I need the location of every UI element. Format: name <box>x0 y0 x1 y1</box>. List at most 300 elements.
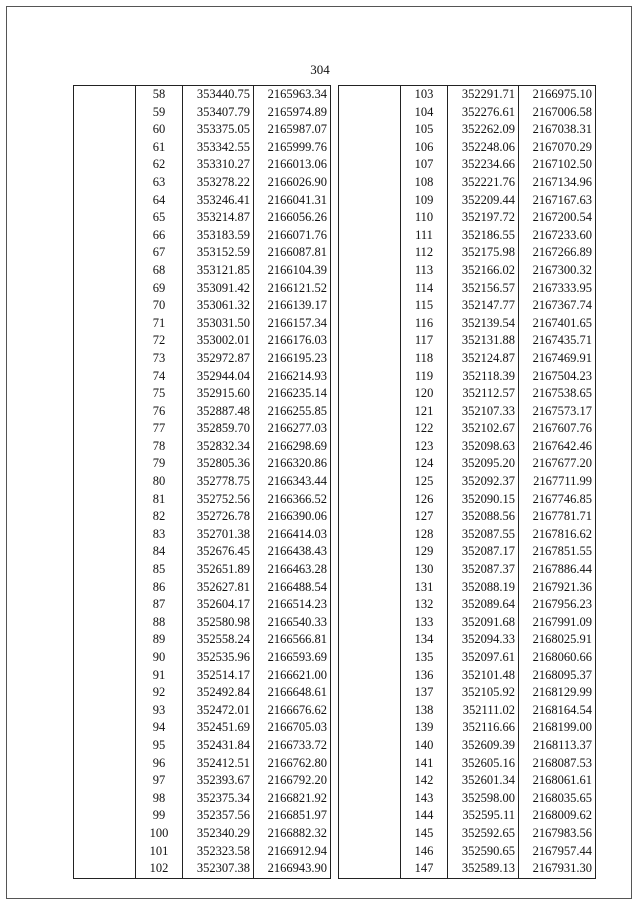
table-row <box>339 631 596 649</box>
table-row <box>74 579 331 597</box>
point-number-cell: 131 <box>401 579 448 597</box>
empty-cell <box>74 860 136 878</box>
table-row <box>74 385 331 403</box>
table-row <box>339 667 596 685</box>
y-coordinate-cell: 2168061.61 <box>519 772 596 790</box>
x-coordinate-cell: 352116.66 <box>448 719 519 737</box>
table-row <box>339 614 596 632</box>
point-number-cell: 107 <box>401 156 448 174</box>
x-coordinate-cell: 352592.65 <box>448 825 519 843</box>
y-coordinate-cell: 2166975.10 <box>519 86 596 104</box>
empty-cell <box>74 579 136 597</box>
empty-cell <box>339 262 401 280</box>
table-row <box>339 561 596 579</box>
point-number-cell: 83 <box>136 526 183 544</box>
table-row <box>74 719 331 737</box>
y-coordinate-cell: 2167469.91 <box>519 350 596 368</box>
table-row <box>74 350 331 368</box>
point-number-cell: 96 <box>136 755 183 773</box>
point-number-cell: 75 <box>136 385 183 403</box>
y-coordinate-cell: 2167200.54 <box>519 209 596 227</box>
y-coordinate-cell: 2167038.31 <box>519 121 596 139</box>
empty-cell <box>339 227 401 245</box>
point-number-cell: 128 <box>401 526 448 544</box>
table-row <box>74 192 331 210</box>
table-row <box>339 121 596 139</box>
point-number-cell: 78 <box>136 438 183 456</box>
empty-cell <box>74 649 136 667</box>
y-coordinate-cell: 2167504.23 <box>519 368 596 386</box>
x-coordinate-cell: 352107.33 <box>448 403 519 421</box>
point-number-cell: 76 <box>136 403 183 421</box>
x-coordinate-cell: 352262.09 <box>448 121 519 139</box>
x-coordinate-cell: 352859.70 <box>183 420 254 438</box>
empty-cell <box>74 156 136 174</box>
empty-cell <box>339 526 401 544</box>
table-row <box>339 807 596 825</box>
y-coordinate-cell: 2166157.34 <box>254 315 331 333</box>
y-coordinate-cell: 2166463.28 <box>254 561 331 579</box>
empty-cell <box>74 473 136 491</box>
table-row <box>339 174 596 192</box>
point-number-cell: 72 <box>136 332 183 350</box>
x-coordinate-cell: 353091.42 <box>183 280 254 298</box>
point-number-cell: 94 <box>136 719 183 737</box>
x-coordinate-cell: 352291.71 <box>448 86 519 104</box>
x-coordinate-cell: 352604.17 <box>183 596 254 614</box>
y-coordinate-cell: 2166676.62 <box>254 702 331 720</box>
empty-cell <box>339 649 401 667</box>
table-row <box>339 262 596 280</box>
table-row <box>74 843 331 861</box>
table-row <box>74 508 331 526</box>
y-coordinate-cell: 2165963.34 <box>254 86 331 104</box>
empty-cell <box>74 420 136 438</box>
y-coordinate-cell: 2166176.03 <box>254 332 331 350</box>
y-coordinate-cell: 2167931.30 <box>519 860 596 878</box>
y-coordinate-cell: 2167134.96 <box>519 174 596 192</box>
y-coordinate-cell: 2166320.86 <box>254 455 331 473</box>
empty-cell <box>339 121 401 139</box>
point-number-cell: 89 <box>136 631 183 649</box>
empty-cell <box>74 262 136 280</box>
y-coordinate-cell: 2167538.65 <box>519 385 596 403</box>
point-number-cell: 136 <box>401 667 448 685</box>
empty-cell <box>339 543 401 561</box>
point-number-cell: 81 <box>136 491 183 509</box>
empty-cell <box>74 192 136 210</box>
point-number-cell: 114 <box>401 280 448 298</box>
x-coordinate-cell: 352558.24 <box>183 631 254 649</box>
point-number-cell: 79 <box>136 455 183 473</box>
empty-cell <box>339 772 401 790</box>
x-coordinate-cell: 352431.84 <box>183 737 254 755</box>
table-row <box>74 121 331 139</box>
y-coordinate-cell: 2166087.81 <box>254 244 331 262</box>
point-number-cell: 86 <box>136 579 183 597</box>
x-coordinate-cell: 352186.55 <box>448 227 519 245</box>
empty-cell <box>339 755 401 773</box>
x-coordinate-cell: 352092.37 <box>448 473 519 491</box>
table-row <box>74 667 331 685</box>
x-coordinate-cell: 353342.55 <box>183 139 254 157</box>
table-row <box>339 684 596 702</box>
point-number-cell: 92 <box>136 684 183 702</box>
y-coordinate-cell: 2166041.31 <box>254 192 331 210</box>
y-coordinate-cell: 2166762.80 <box>254 755 331 773</box>
empty-cell <box>74 561 136 579</box>
table-row <box>74 86 331 104</box>
x-coordinate-cell: 352102.67 <box>448 420 519 438</box>
point-number-cell: 77 <box>136 420 183 438</box>
table-row <box>74 209 331 227</box>
y-coordinate-cell: 2166214.93 <box>254 368 331 386</box>
x-coordinate-cell: 352752.56 <box>183 491 254 509</box>
point-number-cell: 80 <box>136 473 183 491</box>
empty-cell <box>339 156 401 174</box>
y-coordinate-cell: 2166255.85 <box>254 403 331 421</box>
empty-cell <box>74 139 136 157</box>
empty-cell <box>74 455 136 473</box>
point-number-cell: 62 <box>136 156 183 174</box>
x-coordinate-cell: 352651.89 <box>183 561 254 579</box>
table-row <box>339 843 596 861</box>
y-coordinate-cell: 2166912.94 <box>254 843 331 861</box>
table-row <box>339 403 596 421</box>
point-number-cell: 61 <box>136 139 183 157</box>
table-row <box>339 508 596 526</box>
empty-cell <box>339 860 401 878</box>
y-coordinate-cell: 2166733.72 <box>254 737 331 755</box>
point-number-cell: 93 <box>136 702 183 720</box>
x-coordinate-cell: 352124.87 <box>448 350 519 368</box>
x-coordinate-cell: 352156.57 <box>448 280 519 298</box>
empty-cell <box>74 631 136 649</box>
point-number-cell: 118 <box>401 350 448 368</box>
empty-cell <box>74 614 136 632</box>
table-row <box>339 719 596 737</box>
table-row <box>74 772 331 790</box>
x-coordinate-cell: 352605.16 <box>448 755 519 773</box>
point-number-cell: 129 <box>401 543 448 561</box>
y-coordinate-cell: 2167333.95 <box>519 280 596 298</box>
point-number-cell: 137 <box>401 684 448 702</box>
y-coordinate-cell: 2166540.33 <box>254 614 331 632</box>
point-number-cell: 111 <box>401 227 448 245</box>
x-coordinate-cell: 352139.54 <box>448 315 519 333</box>
y-coordinate-cell: 2166438.43 <box>254 543 331 561</box>
y-coordinate-cell: 2168113.37 <box>519 737 596 755</box>
y-coordinate-cell: 2167367.74 <box>519 297 596 315</box>
y-coordinate-cell: 2166851.97 <box>254 807 331 825</box>
empty-cell <box>74 403 136 421</box>
table-row <box>74 473 331 491</box>
table-row <box>339 543 596 561</box>
x-coordinate-cell: 353375.05 <box>183 121 254 139</box>
y-coordinate-cell: 2166943.90 <box>254 860 331 878</box>
empty-cell <box>339 807 401 825</box>
x-coordinate-cell: 352221.76 <box>448 174 519 192</box>
x-coordinate-cell: 352248.06 <box>448 139 519 157</box>
table-row <box>339 737 596 755</box>
empty-cell <box>339 719 401 737</box>
coordinates-table-right <box>338 85 596 879</box>
empty-cell <box>339 403 401 421</box>
table-row <box>339 860 596 878</box>
table-row <box>74 174 331 192</box>
x-coordinate-cell: 352580.98 <box>183 614 254 632</box>
x-coordinate-cell: 352166.02 <box>448 262 519 280</box>
empty-cell <box>339 420 401 438</box>
y-coordinate-cell: 2167266.89 <box>519 244 596 262</box>
x-coordinate-cell: 352627.81 <box>183 579 254 597</box>
x-coordinate-cell: 352590.65 <box>448 843 519 861</box>
point-number-cell: 71 <box>136 315 183 333</box>
table-row <box>339 596 596 614</box>
y-coordinate-cell: 2167991.09 <box>519 614 596 632</box>
table-row <box>339 192 596 210</box>
empty-cell <box>74 843 136 861</box>
table-row <box>74 455 331 473</box>
empty-cell <box>339 667 401 685</box>
x-coordinate-cell: 352676.45 <box>183 543 254 561</box>
y-coordinate-cell: 2167573.17 <box>519 403 596 421</box>
y-coordinate-cell: 2166104.39 <box>254 262 331 280</box>
table-row <box>339 350 596 368</box>
x-coordinate-cell: 352601.34 <box>448 772 519 790</box>
table-row <box>74 227 331 245</box>
point-number-cell: 101 <box>136 843 183 861</box>
table-row <box>339 385 596 403</box>
empty-cell <box>339 192 401 210</box>
empty-cell <box>74 667 136 685</box>
empty-cell <box>339 438 401 456</box>
table-row <box>339 156 596 174</box>
y-coordinate-cell: 2165999.76 <box>254 139 331 157</box>
x-coordinate-cell: 352307.38 <box>183 860 254 878</box>
y-coordinate-cell: 2167167.63 <box>519 192 596 210</box>
empty-cell <box>339 473 401 491</box>
y-coordinate-cell: 2166366.52 <box>254 491 331 509</box>
table-row <box>74 315 331 333</box>
table-row <box>339 649 596 667</box>
y-coordinate-cell: 2167677.20 <box>519 455 596 473</box>
point-number-cell: 73 <box>136 350 183 368</box>
x-coordinate-cell: 352778.75 <box>183 473 254 491</box>
y-coordinate-cell: 2166056.26 <box>254 209 331 227</box>
point-number-cell: 140 <box>401 737 448 755</box>
x-coordinate-cell: 353440.75 <box>183 86 254 104</box>
x-coordinate-cell: 352090.15 <box>448 491 519 509</box>
x-coordinate-cell: 353061.32 <box>183 297 254 315</box>
point-number-cell: 66 <box>136 227 183 245</box>
empty-cell <box>339 702 401 720</box>
empty-cell <box>74 772 136 790</box>
y-coordinate-cell: 2166514.23 <box>254 596 331 614</box>
y-coordinate-cell: 2167642.46 <box>519 438 596 456</box>
empty-cell <box>74 438 136 456</box>
x-coordinate-cell: 352118.39 <box>448 368 519 386</box>
point-number-cell: 98 <box>136 790 183 808</box>
point-number-cell: 112 <box>401 244 448 262</box>
point-number-cell: 91 <box>136 667 183 685</box>
empty-cell <box>74 526 136 544</box>
point-number-cell: 90 <box>136 649 183 667</box>
point-number-cell: 130 <box>401 561 448 579</box>
point-number-cell: 105 <box>401 121 448 139</box>
empty-cell <box>339 825 401 843</box>
table-row <box>74 631 331 649</box>
y-coordinate-cell: 2166390.06 <box>254 508 331 526</box>
y-coordinate-cell: 2166195.23 <box>254 350 331 368</box>
point-number-cell: 116 <box>401 315 448 333</box>
empty-cell <box>74 807 136 825</box>
x-coordinate-cell: 352393.67 <box>183 772 254 790</box>
y-coordinate-cell: 2167886.44 <box>519 561 596 579</box>
x-coordinate-cell: 352357.56 <box>183 807 254 825</box>
table-row <box>74 807 331 825</box>
y-coordinate-cell: 2166139.17 <box>254 297 331 315</box>
empty-cell <box>339 385 401 403</box>
x-coordinate-cell: 352087.17 <box>448 543 519 561</box>
x-coordinate-cell: 353278.22 <box>183 174 254 192</box>
point-number-cell: 63 <box>136 174 183 192</box>
table-row <box>339 755 596 773</box>
table-row <box>74 860 331 878</box>
y-coordinate-cell: 2165987.07 <box>254 121 331 139</box>
empty-cell <box>339 332 401 350</box>
point-number-cell: 104 <box>401 104 448 122</box>
y-coordinate-cell: 2166566.81 <box>254 631 331 649</box>
table-row <box>339 227 596 245</box>
x-coordinate-cell: 352234.66 <box>448 156 519 174</box>
x-coordinate-cell: 353121.85 <box>183 262 254 280</box>
table-row <box>74 438 331 456</box>
table-row <box>74 526 331 544</box>
point-number-cell: 134 <box>401 631 448 649</box>
x-coordinate-cell: 352472.01 <box>183 702 254 720</box>
table-row <box>339 86 596 104</box>
table-row <box>74 139 331 157</box>
x-coordinate-cell: 352094.33 <box>448 631 519 649</box>
point-number-cell: 120 <box>401 385 448 403</box>
y-coordinate-cell: 2168199.00 <box>519 719 596 737</box>
table-row <box>339 332 596 350</box>
point-number-cell: 60 <box>136 121 183 139</box>
y-coordinate-cell: 2167435.71 <box>519 332 596 350</box>
y-coordinate-cell: 2167070.29 <box>519 139 596 157</box>
empty-cell <box>74 684 136 702</box>
y-coordinate-cell: 2167102.50 <box>519 156 596 174</box>
x-coordinate-cell: 352944.04 <box>183 368 254 386</box>
x-coordinate-cell: 353310.27 <box>183 156 254 174</box>
empty-cell <box>339 86 401 104</box>
table-row <box>74 790 331 808</box>
table-row <box>339 315 596 333</box>
table-row <box>339 420 596 438</box>
empty-cell <box>339 508 401 526</box>
x-coordinate-cell: 353152.59 <box>183 244 254 262</box>
empty-cell <box>74 385 136 403</box>
empty-cell <box>74 297 136 315</box>
y-coordinate-cell: 2166071.76 <box>254 227 331 245</box>
empty-cell <box>339 561 401 579</box>
empty-cell <box>74 719 136 737</box>
y-coordinate-cell: 2166298.69 <box>254 438 331 456</box>
empty-cell <box>74 368 136 386</box>
empty-cell <box>339 596 401 614</box>
point-number-cell: 67 <box>136 244 183 262</box>
point-number-cell: 70 <box>136 297 183 315</box>
table-row <box>339 825 596 843</box>
x-coordinate-cell: 352887.48 <box>183 403 254 421</box>
x-coordinate-cell: 353214.87 <box>183 209 254 227</box>
point-number-cell: 58 <box>136 86 183 104</box>
empty-cell <box>339 631 401 649</box>
x-coordinate-cell: 352101.48 <box>448 667 519 685</box>
empty-cell <box>74 350 136 368</box>
y-coordinate-cell: 2167006.58 <box>519 104 596 122</box>
point-number-cell: 88 <box>136 614 183 632</box>
empty-cell <box>74 244 136 262</box>
y-coordinate-cell: 2167781.71 <box>519 508 596 526</box>
table-row <box>74 297 331 315</box>
table-row <box>74 156 331 174</box>
y-coordinate-cell: 2167233.60 <box>519 227 596 245</box>
x-coordinate-cell: 352915.60 <box>183 385 254 403</box>
table-row <box>74 280 331 298</box>
table-row <box>339 104 596 122</box>
page-number: 304 <box>310 62 330 77</box>
empty-cell <box>339 244 401 262</box>
empty-cell <box>339 614 401 632</box>
y-coordinate-cell: 2168164.54 <box>519 702 596 720</box>
x-coordinate-cell: 352598.00 <box>448 790 519 808</box>
point-number-cell: 85 <box>136 561 183 579</box>
point-number-cell: 106 <box>401 139 448 157</box>
y-coordinate-cell: 2168035.65 <box>519 790 596 808</box>
table-row <box>339 702 596 720</box>
table-row <box>74 420 331 438</box>
y-coordinate-cell: 2168025.91 <box>519 631 596 649</box>
point-number-cell: 87 <box>136 596 183 614</box>
coordinates-table-left <box>73 85 331 879</box>
x-coordinate-cell: 352112.57 <box>448 385 519 403</box>
x-coordinate-cell: 352091.68 <box>448 614 519 632</box>
empty-cell <box>74 332 136 350</box>
empty-cell <box>74 491 136 509</box>
y-coordinate-cell: 2167957.44 <box>519 843 596 861</box>
x-coordinate-cell: 352340.29 <box>183 825 254 843</box>
empty-cell <box>339 843 401 861</box>
point-number-cell: 64 <box>136 192 183 210</box>
point-number-cell: 110 <box>401 209 448 227</box>
empty-cell <box>74 596 136 614</box>
table-row <box>339 790 596 808</box>
x-coordinate-cell: 352089.64 <box>448 596 519 614</box>
table-row <box>339 139 596 157</box>
table-row <box>339 772 596 790</box>
table-row <box>74 596 331 614</box>
point-number-cell: 142 <box>401 772 448 790</box>
point-number-cell: 141 <box>401 755 448 773</box>
y-coordinate-cell: 2166026.90 <box>254 174 331 192</box>
table-row <box>339 526 596 544</box>
point-number-cell: 135 <box>401 649 448 667</box>
point-number-cell: 132 <box>401 596 448 614</box>
x-coordinate-cell: 353183.59 <box>183 227 254 245</box>
x-coordinate-cell: 352147.77 <box>448 297 519 315</box>
